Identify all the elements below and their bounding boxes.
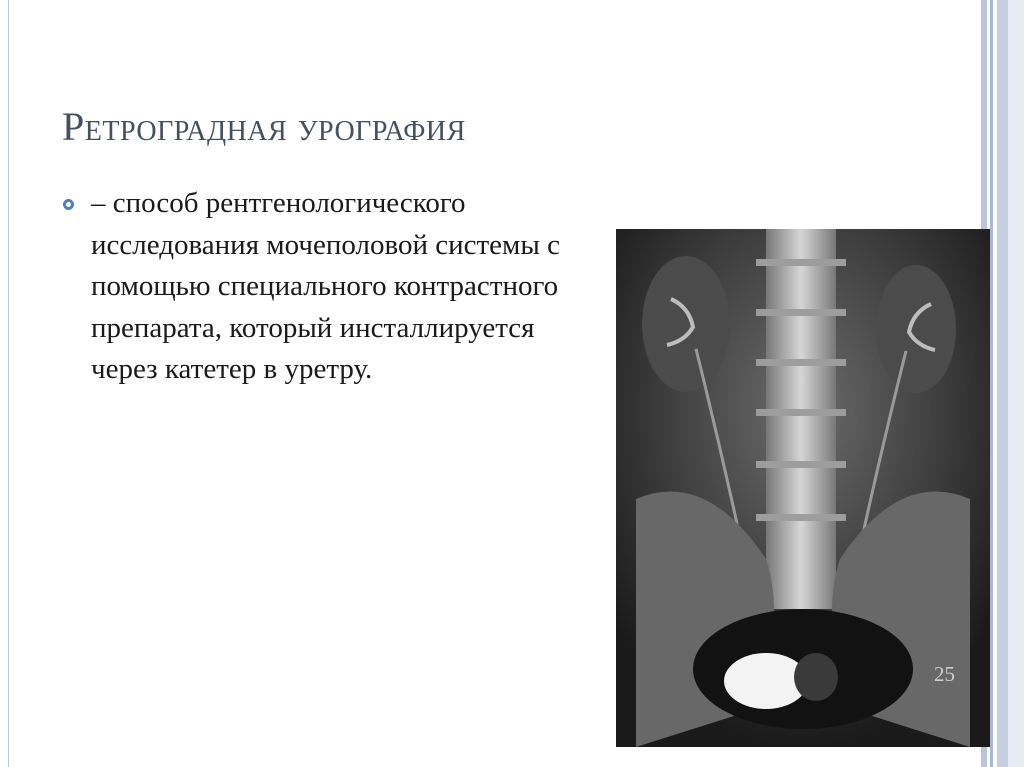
slide-number: 25 [934,662,955,686]
bullet-icon [63,199,74,210]
slide-title: Ретроградная урография [62,104,466,149]
slide-body-text: – способ рентгенологического исследования мочеполовой системы с помощью специального контрастного препарата, который инсталлируется через катетер в уретру. [91,187,560,385]
